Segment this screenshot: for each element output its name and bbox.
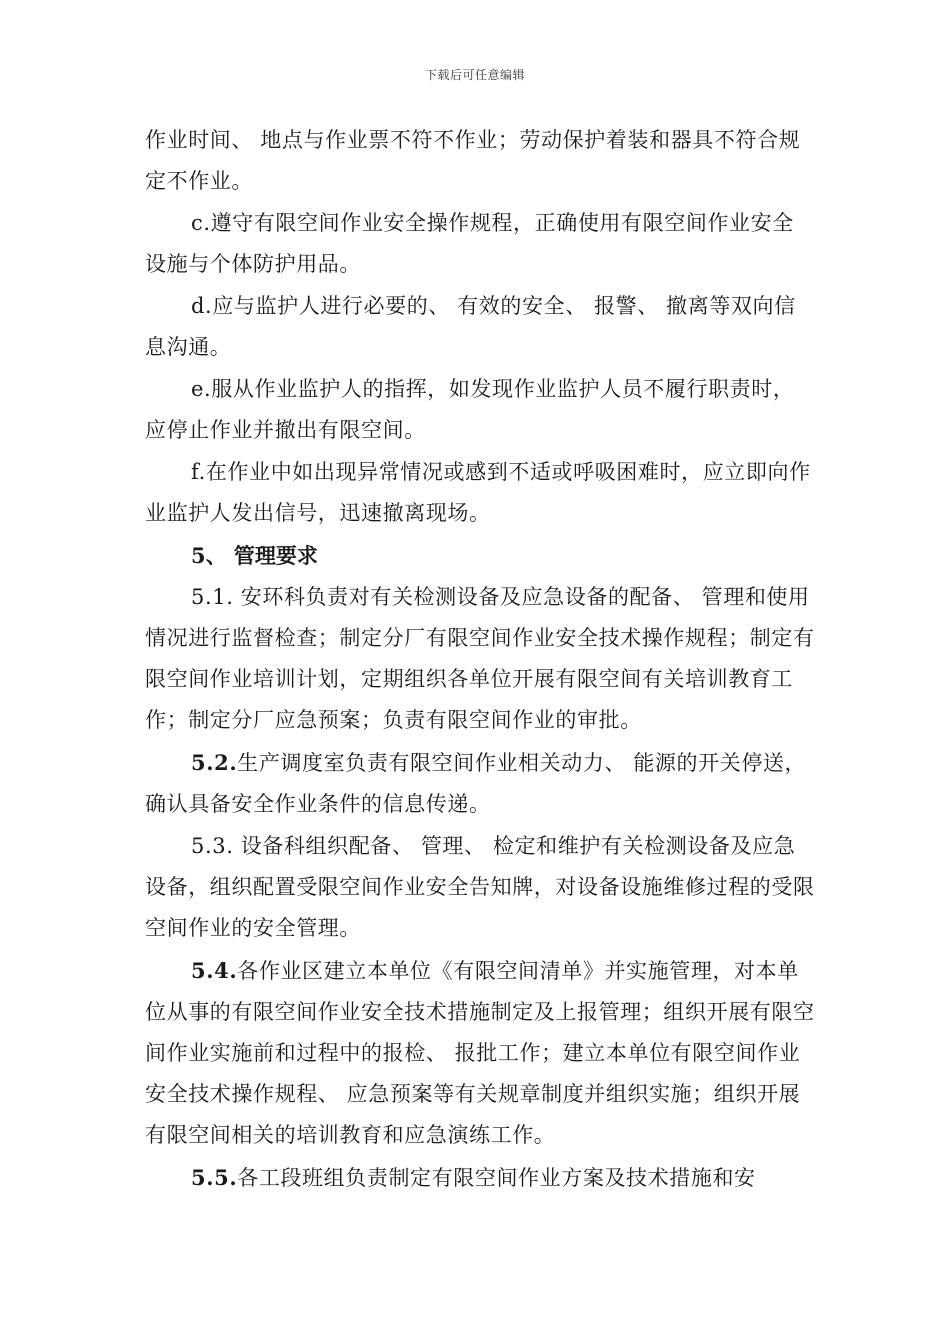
section-item-5-4 <box>145 950 815 1156</box>
page-header: 下载后可任意编辑 <box>424 68 525 82</box>
item-number: 5.5. <box>191 1165 238 1190</box>
paragraph-item-d: d.应与监护人进行必要的、 有效的安全、 报警、 撤离等双向信息沟通。 <box>145 294 796 359</box>
item-number: 5.1. <box>191 585 234 609</box>
item-text: 生产调度室负责有限空间作业相关动力、 能源的开关停送，确认具备安全作业条件的信息传递。 <box>145 751 807 816</box>
section-item-5-5 <box>145 1157 815 1199</box>
section-heading: 5、 管理要求 <box>191 543 318 568</box>
paragraph-work-conditions: 作业时间、 地点与作业票不符不作业；劳动保护着装和器具不符合规定不作业。 <box>145 128 801 193</box>
item-text: 设备科组织配备、 管理、 检定和维护有关检测设备及应急设备，组织配置受限空间作业安全告知牌，对设备设施维修过程的受限空间作业的安全管理。 <box>145 834 815 940</box>
item-number: 5.4. <box>191 958 238 983</box>
paragraph-item-e: e.服从作业监护人的指挥，如发现作业监护人员不履行职责时，应停止作业并撤出有限空间。 <box>145 377 795 442</box>
item-text: 安环科负责对有关检测设备及应急设备的配备、 管理和使用情况进行监督检查；制定分厂有限空间作业安全技术操作规程；制定有限空间作业培训计划，定期组织各单位开展有限空间有关培训教育工作；制定分厂应急预案；负责有限空间作业的审批。 <box>145 585 815 732</box>
item-number: 5.3. <box>191 834 234 858</box>
item-number: 5.2. <box>191 750 238 775</box>
document-body <box>145 120 815 1200</box>
paragraph-item-f: f.在作业中如出现异常情况或感到不适或呼吸困难时，应立即向作业监护人发出信号，迅速撤离现场。 <box>145 460 811 525</box>
paragraph-item-c: c.遵守有限空间作业安全操作规程，正确使用有限空间作业安全设施与个体防护用品。 <box>145 211 794 276</box>
item-text: 各作业区建立本单位《有限空间清单》并实施管理，对本单位从事的有限空间作业安全技术措施制定及上报管理；组织开展有限空间作业实施前和过程中的报检、 报批工作；建立本单位有限空间作业安全技术操作规程、 应急预案等有关规章制度并组织实施；组织开展有限空间相关的培训教育和应急演练工作。 <box>145 959 815 1147</box>
item-text: 各工段班组负责制定有限空间作业方案及技术措施和安 <box>237 1166 756 1190</box>
section-item-5-2 <box>145 742 815 825</box>
section-item-5-1 <box>145 577 815 741</box>
section-item-5-3 <box>145 826 815 949</box>
